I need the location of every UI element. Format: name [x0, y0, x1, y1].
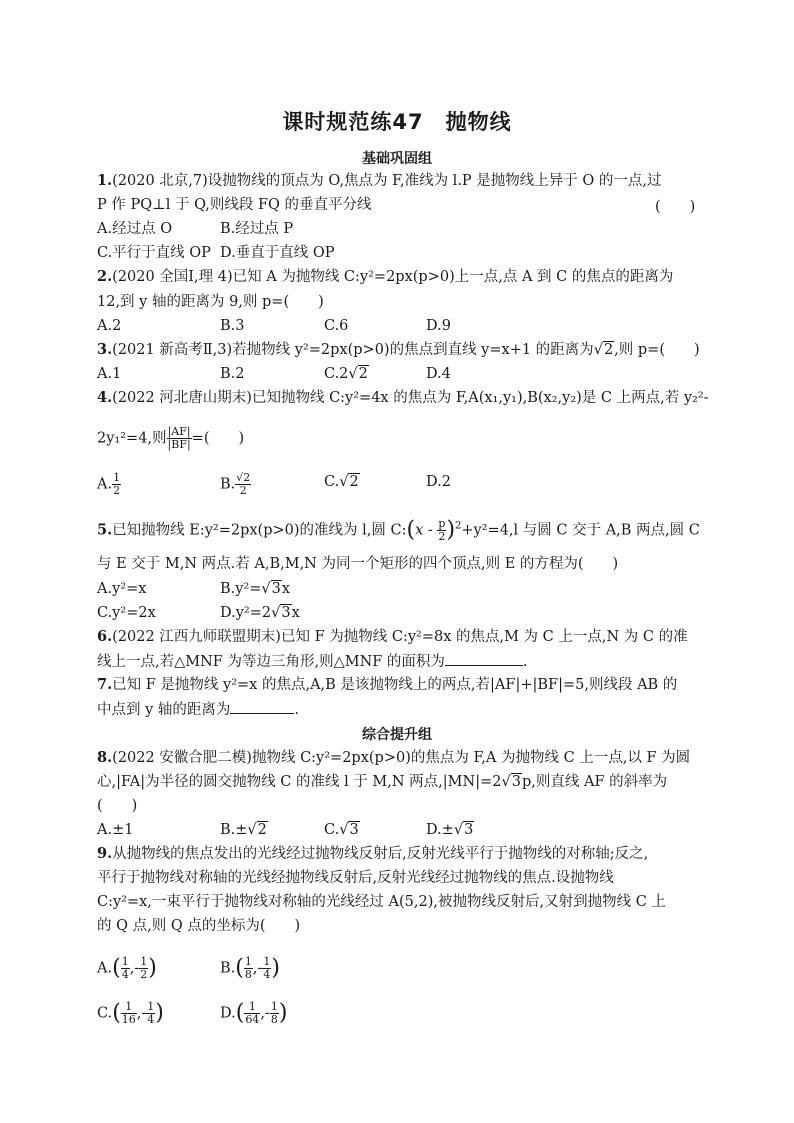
q9-option-a: A.( $\frac{1}{4}$ ,- $\frac{1}{2}$ ): [97, 955, 157, 981]
q3-option-c: C.2√2: [324, 366, 368, 382]
q1-option-b: B.经过点 P: [220, 221, 294, 237]
q1-answer-paren: ( ): [655, 199, 696, 215]
q4-option-c: C.√2: [324, 474, 359, 490]
q1-number: 1.: [97, 172, 113, 189]
q5-option-b: B.y²=√3x: [220, 581, 291, 597]
q3-text2: ,则 p=( ): [614, 342, 700, 358]
q6-line1: [97, 627, 688, 647]
q8-line3: [97, 796, 137, 816]
q2-option-b: B.3: [220, 318, 245, 334]
q6-text2: 线上一点,若△MNF 为等边三角形,则△MNF 的面积为: [97, 654, 445, 670]
q3-number: 3.: [97, 341, 113, 358]
q9-number: 9.: [97, 845, 113, 862]
q8-option-d: D.±√3: [426, 822, 474, 838]
q5-text1: 已知抛物线 E:y²=2px(p>0)的准线为 l,圆 C:: [112, 522, 407, 539]
q5-option-a: A.y²=x: [97, 581, 147, 597]
q1-text1: (2020 北京,7)设抛物线的顶点为 O,焦点为 F,准线为 l.P 是抛物线上异于 O 的一点,过: [112, 173, 662, 189]
q7-text1: 已知 F 是抛物线 y²=x 的焦点,A,B 是该抛物线上的两点,若|AF|+|BF|=5,则线段 AB 的: [112, 677, 678, 693]
q4-option-a: A. $\frac{1}{2}$: [97, 471, 121, 497]
q9-line1: [97, 844, 648, 864]
q3-text1: (2021 新高考Ⅱ,3)若抛物线 y²=2px(p>0)的焦点到直线 y=x+1 的距离为: [112, 342, 594, 358]
q2-line2: [97, 292, 324, 312]
q9-text2: 平行于抛物线对称轴的光线经抛物线反射后,反射光线经过抛物线的焦点.设抛物线: [97, 870, 614, 886]
q4-fraction: $\frac{|AF|}{|BF|}$: [167, 425, 191, 451]
q9-line4: [97, 916, 300, 936]
q1-line2: [97, 195, 372, 215]
q5-line1: 5.已知抛物线 E:y²=2px(p>0)的准线为 l,圆 C:(x - $\frac{p}{2}$ )$^2$+y²=4,l 与圆 C 交于 A,B 两点,圆 C: [97, 517, 700, 543]
q9-option-d: D.( $\frac{1}{64}$ ,- $\frac{1}{8}$ ): [220, 1000, 288, 1026]
q2-line1: [97, 267, 673, 287]
q7-line2: 中点到 y 轴的距离为 .: [97, 699, 299, 720]
q9-line2: [97, 868, 614, 888]
q2-option-d: D.9: [426, 318, 451, 334]
q5-option-c: C.y²=2x: [97, 605, 156, 621]
q5-number: 5.: [97, 521, 113, 539]
q6-text1: (2022 江西九师联盟期末)已知 F 为抛物线 C:y²=8x 的焦点,M 为 C 上一点,N 为 C 的准: [112, 629, 688, 645]
q8-answer-paren: ( ): [97, 798, 138, 814]
q9-line3: [97, 892, 666, 912]
q3-sqrt: √2: [593, 342, 614, 358]
q1-option-c: C.平行于直线 OP: [97, 245, 211, 261]
q4-line1: [97, 388, 709, 408]
q2-text1: (2020 全国Ⅰ,理 4)已知 A 为抛物线 C:y²=2px(p>0)上一点,点 A 到 C 的焦点的距离为: [112, 269, 674, 285]
q6-line2: 线上一点,若△MNF 为等边三角形,则△MNF 的面积为 .: [97, 651, 528, 672]
q8-line1: [97, 748, 690, 768]
page-title: 课时规范练47 抛物线: [282, 110, 512, 134]
q2-text2: 12,到 y 轴的距离为 9,则 p=( ): [97, 294, 324, 310]
q1-text2: P 作 PQ⊥l 于 Q,则线段 FQ 的垂直平分线: [97, 197, 372, 213]
q4-text1: (2022 河北唐山期末)已知抛物线 C:y²=4x 的焦点为 F,A(x₁,y₁),B(x₂,y₂)是 C 上两点,若 y₂²-: [112, 390, 709, 406]
q4-text3: =( ): [191, 430, 245, 447]
q5-fraction: $\frac{p}{2}$: [438, 517, 446, 543]
q5-option-d: D.y²=2√3x: [220, 605, 300, 621]
q8-line2: 心,|FA|为半径的圆交抛物线 C 的准线 l 于 M,N 两点,|MN|=2√3p,则直线 AF 的斜率为: [97, 774, 668, 790]
q7-text2: 中点到 y 轴的距离为: [97, 702, 231, 718]
q1-line1: [97, 171, 662, 191]
q3-option-a: A.1: [97, 366, 122, 382]
q8-text2: 心,|FA|为半径的圆交抛物线 C 的准线 l 于 M,N 两点,|MN|=2: [97, 774, 502, 790]
q7-answer-blank[interactable]: [230, 699, 294, 714]
q8-number: 8.: [97, 749, 113, 766]
q5-text3: 与 E 交于 M,N 两点.若 A,B,M,N 为同一个矩形的四个顶点,则 E 的方程为( ): [97, 556, 619, 572]
q2-option-c: C.6: [324, 318, 349, 334]
q8-option-a: A.±1: [97, 822, 134, 838]
q4-number: 4.: [97, 389, 113, 406]
q9-text4: 的 Q 点,则 Q 点的坐标为( ): [97, 918, 301, 934]
q4-text2: 2y₁²=4,则: [97, 430, 167, 447]
q2-number: 2.: [97, 268, 113, 285]
q3-line1: [97, 340, 700, 360]
q4-option-d: D.2: [426, 474, 451, 490]
q8-text3: p,则直线 AF 的斜率为: [521, 774, 668, 790]
q9-text3: C:y²=x,一束平行于抛物线对称轴的光线经过 A(5,2),被抛物线反射后,又射到抛物线 C 上: [97, 894, 666, 910]
q7-line1: [97, 675, 677, 695]
q9-option-c: C.( $\frac{1}{16}$ ,- $\frac{1}{4}$ ): [97, 1000, 164, 1026]
section-advanced: 综合提升组: [362, 727, 432, 743]
section-basic: 基础巩固组: [362, 151, 432, 167]
q5-text2: +y²=4,l 与圆 C 交于 A,B 两点,圆 C: [461, 522, 700, 539]
q5-line2: [97, 554, 618, 574]
q1-option-a: A.经过点 O: [97, 221, 173, 237]
q6-number: 6.: [97, 628, 113, 645]
q6-answer-blank[interactable]: [445, 651, 523, 666]
q9-text1: 从抛物线的焦点发出的光线经过抛物线反射后,反射光线平行于抛物线的对称轴;反之,: [112, 846, 649, 862]
q9-option-b: B.( $\frac{1}{8}$ ,- $\frac{1}{4}$ ): [220, 955, 280, 981]
q8-text1: (2022 安徽合肥二模)抛物线 C:y²=2px(p>0)的焦点为 F,A 为抛物线 C 上一点,以 F 为圆: [112, 750, 691, 766]
q1-option-d: D.垂直于直线 OP: [220, 245, 335, 261]
q8-option-b: B.±√2: [220, 822, 267, 838]
q7-number: 7.: [97, 676, 113, 693]
q3-option-d: D.4: [426, 366, 451, 382]
q4-option-b: B. $\frac{√2}{2}$: [220, 471, 251, 497]
q4-line2: [97, 426, 244, 451]
q3-option-b: B.2: [220, 366, 245, 382]
q2-option-a: A.2: [97, 318, 122, 334]
q8-option-c: C.√3: [324, 822, 359, 838]
